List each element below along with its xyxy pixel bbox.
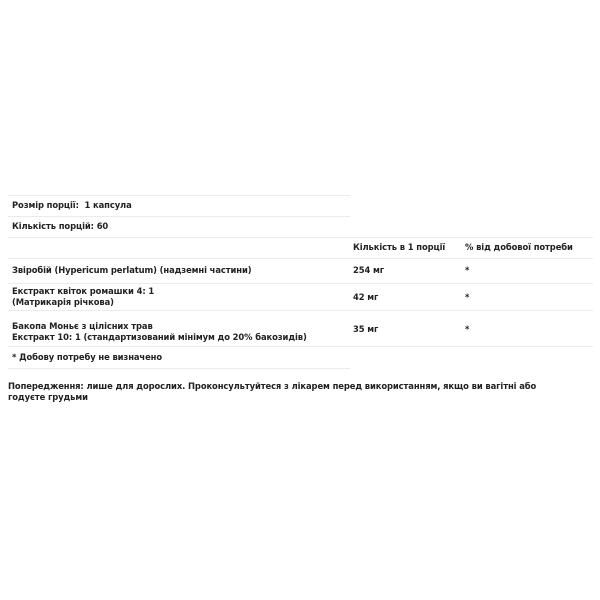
serving-count-row [12,221,108,232]
ingredient-name: Бакопа Моньє з цілісних трав [12,321,153,331]
ingredient-dv: * [465,292,470,302]
header-amount: Кількість в 1 порції [353,242,446,252]
divider [8,346,593,347]
header-daily-value: % від добової потреби [465,242,573,252]
ingredient-name-line2: (Матрикарія річкова) [12,297,114,307]
ingredient-name: Звіробій (Hypericum perlatum) (надземні частини) [12,265,252,275]
ingredient-amount: 35 мг [353,324,379,334]
divider [8,216,350,217]
ingredient-name-line2: Екстракт 10: 1 (стандартизований мінімум до 20% бакозидів) [12,332,307,342]
serving-size-row [12,200,132,211]
ingredient-amount: 42 мг [353,292,379,302]
ingredient-dv: * [465,324,470,334]
divider [8,237,593,238]
divider [8,283,593,284]
ingredient-name: Екстракт квіток ромашки 4: 1 [12,286,155,296]
warning-text: Попередження: лише для дорослих. Проконсультуйтеся з лікарем перед використанням, якщо ви вагітні або годуєте грудьми [8,381,537,402]
serving-count-label: Кількість порцій: [12,221,94,231]
ingredient-dv: * [465,265,470,275]
divider [8,368,350,369]
footnote: * Добову потребу не визначено [12,352,163,362]
serving-size-value: 1 капсула [84,200,132,210]
ingredient-amount: 254 мг [353,265,385,275]
divider [8,195,350,196]
divider [8,310,593,311]
divider [8,258,593,259]
serving-count-value: 60 [96,221,109,231]
serving-size-label: Розмір порції: [12,200,79,210]
